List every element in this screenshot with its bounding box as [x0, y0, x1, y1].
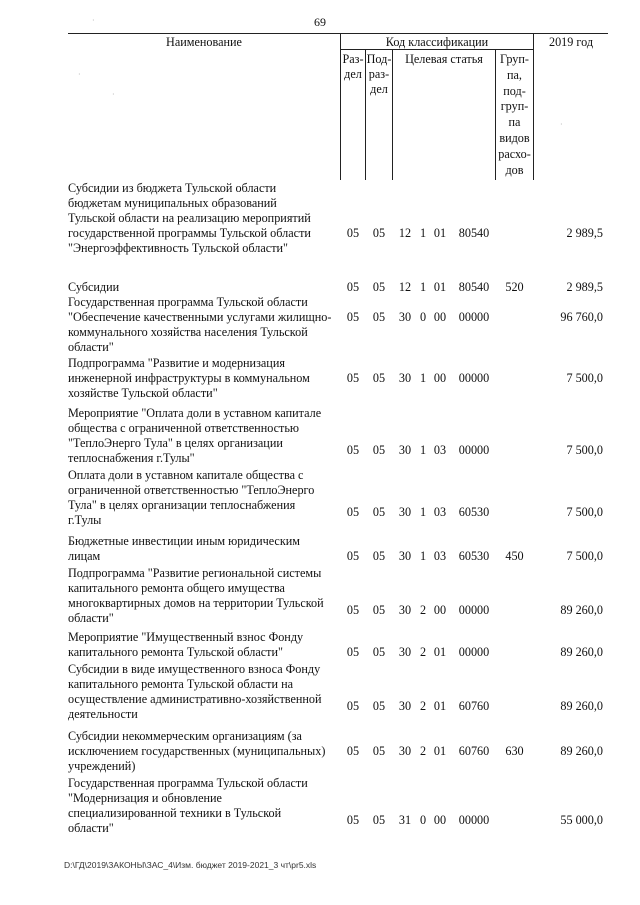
- code-rz: 05: [346, 280, 360, 294]
- code-t3: 01: [433, 645, 447, 659]
- row-name: Бюджетные инвестиции иным юридическим лицам: [68, 534, 301, 563]
- row-amount: 7 500,0: [566, 505, 603, 519]
- row-amount: 55 000,0: [560, 813, 603, 827]
- code-rz: 05: [346, 645, 360, 659]
- code-pr: 05: [372, 645, 386, 659]
- code-t2: 1: [419, 226, 427, 240]
- row-name: Субсидии: [68, 280, 120, 294]
- row-amount: 7 500,0: [566, 371, 603, 385]
- code-rz: 05: [346, 699, 360, 713]
- code-pr: 05: [372, 310, 386, 324]
- code-rz: 05: [346, 443, 360, 457]
- code-t4: 00000: [458, 645, 490, 659]
- row-amount: 96 760,0: [560, 310, 603, 324]
- code-pr: 05: [372, 371, 386, 385]
- row-amount: 89 260,0: [560, 699, 603, 713]
- code-t2: 2: [419, 603, 427, 617]
- code-pr: 05: [372, 549, 386, 563]
- code-t2: 2: [419, 744, 427, 758]
- header-target: Целевая статья: [405, 52, 483, 66]
- row-amount: 7 500,0: [566, 549, 603, 563]
- code-t1: 30: [398, 443, 412, 457]
- row-amount: 89 260,0: [560, 645, 603, 659]
- code-t4: 00000: [458, 371, 490, 385]
- row-name: Мероприятие "Имущественный взнос Фонду капитального ремонта Тульской области": [68, 630, 304, 659]
- row-name: Подпрограмма "Развитие и модернизация инженерной инфраструктуры в коммунальном хозяйстве Тульской области": [68, 356, 310, 400]
- header-section: Раз- дел: [342, 52, 364, 81]
- row-name: Субсидии из бюджета Тульской области бюджетам муниципальных образований Тульской области на реализацию мероприятий государственной программы Тульской области "Энергоэффективность Тульской области": [68, 181, 311, 255]
- code-t3: 00: [433, 603, 447, 617]
- code-t2: 0: [419, 310, 427, 324]
- code-t1: 30: [398, 744, 412, 758]
- code-t2: 2: [419, 699, 427, 713]
- code-rz: 05: [346, 505, 360, 519]
- code-t4: 60760: [458, 699, 490, 713]
- code-t1: 31: [398, 813, 412, 827]
- col-divider-subsection: [392, 49, 393, 180]
- code-t1: 30: [398, 699, 412, 713]
- file-path-footer: D:\ГД\2019\ЗАКОНЫ\ЗАС_4\Изм. бюджет 2019-2021_3 чт\pr5.xls: [64, 860, 317, 870]
- code-pr: 05: [372, 226, 386, 240]
- code-t4: 00000: [458, 310, 490, 324]
- code-t3: 00: [433, 813, 447, 827]
- code-t1: 30: [398, 310, 412, 324]
- row-name: Мероприятие "Оплата доли в уставном капитале общества с ограниченной ответственностью "ТеплоЭнерго Тула" в целях организации теплоснабжения г.Тулы": [68, 406, 322, 465]
- code-pr: 05: [372, 813, 386, 827]
- col-divider-group: [533, 33, 534, 180]
- code-t3: 03: [433, 505, 447, 519]
- code-rz: 05: [346, 549, 360, 563]
- code-pr: 05: [372, 280, 386, 294]
- header-name: Наименование: [166, 35, 242, 49]
- row-name: Субсидии в виде имущественного взноса Фонду капитального ремонта Тульской области на осуществление административно-хозяйственной деятельности: [68, 662, 322, 721]
- table-top-border: [68, 33, 608, 34]
- code-pr: 05: [372, 744, 386, 758]
- row-amount: 2 989,5: [566, 280, 603, 294]
- code-vr: 630: [505, 744, 524, 758]
- code-t1: 30: [398, 603, 412, 617]
- code-t4: 60760: [458, 744, 490, 758]
- header-year: 2019 год: [548, 35, 594, 49]
- code-t2: 2: [419, 645, 427, 659]
- code-t1: 30: [398, 371, 412, 385]
- code-pr: 05: [372, 505, 386, 519]
- header-group: Груп- па, под- груп- па видов расхо- дов: [498, 52, 531, 177]
- code-t4: 00000: [458, 813, 490, 827]
- code-rz: 05: [346, 371, 360, 385]
- code-t2: 1: [419, 371, 427, 385]
- code-t1: 30: [398, 645, 412, 659]
- code-t3: 01: [433, 699, 447, 713]
- code-t4: 60530: [458, 549, 490, 563]
- row-name: Государственная программа Тульской области "Модернизация и обновление специализированной техники в Тульской области": [68, 776, 308, 835]
- code-t1: 12: [398, 280, 412, 294]
- code-t3: 01: [433, 744, 447, 758]
- code-pr: 05: [372, 603, 386, 617]
- code-t2: 1: [419, 280, 427, 294]
- row-name: Подпрограмма "Развитие региональной системы капитального ремонта общего имущества многоквартирных домов на территории Тульской области": [68, 566, 324, 625]
- header-classification: Код классификации: [385, 35, 489, 49]
- row-name: Оплата доли в уставном капитале общества с ограниченной ответственностью "ТеплоЭнерго Тула" в целях организации теплоснабжения г.Тулы: [68, 468, 315, 527]
- page-number: 69: [314, 15, 326, 29]
- code-t3: 03: [433, 443, 447, 457]
- row-amount: 89 260,0: [560, 603, 603, 617]
- header-subsection: Под- раз- дел: [366, 52, 392, 96]
- code-rz: 05: [346, 744, 360, 758]
- code-t3: 00: [433, 371, 447, 385]
- row-name: Субсидии некоммерческим организациям (за исключением государственных (муниципальных) учреждений): [68, 729, 326, 773]
- row-amount: 2 989,5: [566, 226, 603, 240]
- row-amount: 7 500,0: [566, 443, 603, 457]
- row-name: Государственная программа Тульской области "Обеспечение качественными услугами жилищно- коммунального хозяйства населения Тульской области": [68, 295, 332, 354]
- code-rz: 05: [346, 226, 360, 240]
- row-amount: 89 260,0: [560, 744, 603, 758]
- code-rz: 05: [346, 603, 360, 617]
- code-t3: 00: [433, 310, 447, 324]
- code-t4: 00000: [458, 603, 490, 617]
- code-t3: 01: [433, 226, 447, 240]
- code-t2: 1: [419, 505, 427, 519]
- code-t1: 12: [398, 226, 412, 240]
- code-t4: 00000: [458, 443, 490, 457]
- code-t4: 80540: [458, 226, 490, 240]
- code-t4: 60530: [458, 505, 490, 519]
- code-pr: 05: [372, 699, 386, 713]
- code-t3: 01: [433, 280, 447, 294]
- code-vr: 520: [505, 280, 524, 294]
- code-t2: 1: [419, 549, 427, 563]
- code-vr: 450: [505, 549, 524, 563]
- code-rz: 05: [346, 310, 360, 324]
- code-pr: 05: [372, 443, 386, 457]
- code-rz: 05: [346, 813, 360, 827]
- code-t3: 03: [433, 549, 447, 563]
- code-t2: 0: [419, 813, 427, 827]
- code-t1: 30: [398, 549, 412, 563]
- code-t4: 80540: [458, 280, 490, 294]
- code-t2: 1: [419, 443, 427, 457]
- code-t1: 30: [398, 505, 412, 519]
